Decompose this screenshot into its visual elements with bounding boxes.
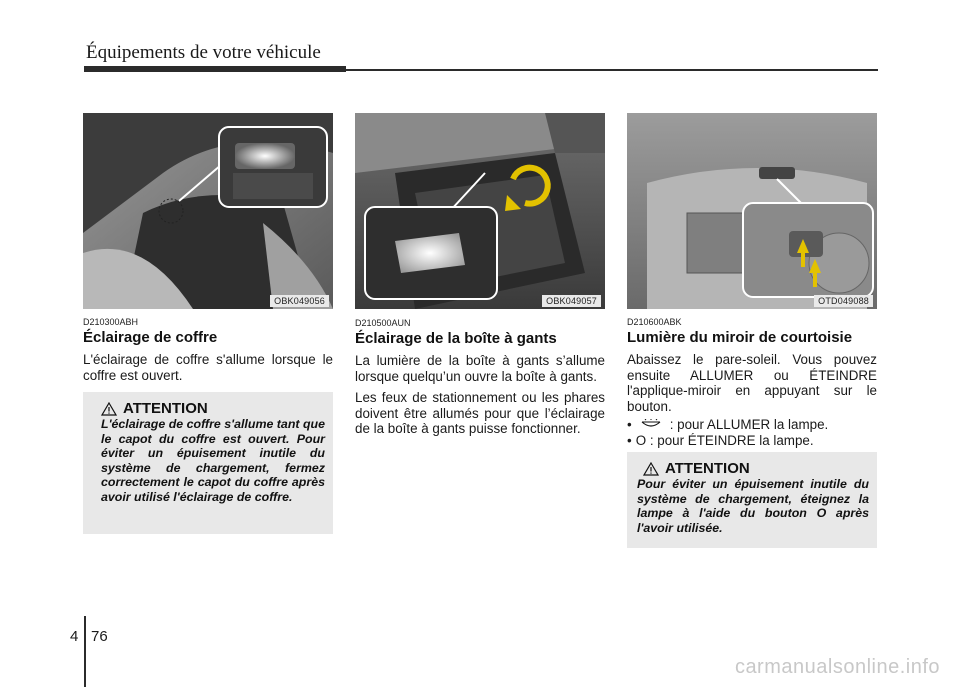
section-paragraph: Abaissez le pare-soleil. Vous pouvez ensuite ALLUMER ou ÉTEINDRE l'applique-miroir en appuyant sur le bouton. xyxy=(627,352,877,414)
bullet-marker: • xyxy=(627,433,632,448)
section-trunk-light xyxy=(83,317,333,389)
photo-code: OTD049088 xyxy=(814,295,873,307)
lamp-on-icon xyxy=(636,419,666,431)
vanity-mirror-illustration xyxy=(627,113,877,309)
bullet-off xyxy=(627,433,877,449)
section-ref-code: D210500AUN xyxy=(355,318,411,328)
chapter-number: 4 xyxy=(70,628,79,645)
caution-text: Pour éviter un épuisement inutile du système de chargement, éteignez la lampe à l'aide du bouton O après l'avoir utilisée. xyxy=(637,477,869,535)
trunk-illustration xyxy=(83,113,333,309)
caution-box-vanity xyxy=(627,452,877,548)
caution-title: ATTENTION xyxy=(665,460,750,477)
photo-code: OBK049057 xyxy=(542,295,601,307)
glovebox-light-photo xyxy=(355,113,605,309)
section-title: Lumière du miroir de courtoisie xyxy=(627,329,853,346)
section-paragraph: Les feux de stationnement ou les phares doivent être allumés pour que l’éclairage de la boîte à gants puisse fonctionner. xyxy=(355,390,605,436)
caution-text: L'éclairage de coffre s'allume tant que le capot du coffre est ouvert. Pour éviter un épuisement inutile du système de chargement, fermez correctement le capot du coffre après avoir utilisé l'éclairage de coffre. xyxy=(101,417,325,504)
caution-title: ATTENTION xyxy=(123,400,208,417)
warning-triangle-icon xyxy=(643,462,659,476)
bullet-marker: • xyxy=(627,417,632,432)
section-glovebox-light xyxy=(355,318,605,443)
caution-box-trunk xyxy=(83,392,333,534)
glovebox-illustration xyxy=(355,113,605,309)
section-title: Éclairage de coffre xyxy=(83,329,218,346)
section-paragraph: La lumière de la boîte à gants s’allume lorsque quelqu’un ouvre la boîte à gants. xyxy=(355,353,605,384)
section-title: Éclairage de la boîte à gants xyxy=(355,330,557,347)
section-ref-code: D210600ABK xyxy=(627,317,682,327)
header-rule-thin xyxy=(346,69,878,71)
section-ref-code: D210300ABH xyxy=(83,317,139,327)
page-header-title: Équipements de votre véhicule xyxy=(86,42,321,63)
trunk-light-photo xyxy=(83,113,333,309)
footer-rule xyxy=(84,616,86,687)
section-paragraph: L'éclairage de coffre s'allume lorsque le coffre est ouvert. xyxy=(83,352,333,383)
warning-triangle-icon xyxy=(101,402,117,416)
photo-code: OBK049056 xyxy=(270,295,329,307)
section-vanity-mirror-light xyxy=(627,317,877,449)
vanity-mirror-photo xyxy=(627,113,877,309)
watermark: carmanualsonline.info xyxy=(734,656,940,678)
bullet-on-text: : pour ALLUMER la lampe. xyxy=(669,417,829,432)
page-number: 76 xyxy=(91,628,108,645)
bullet-off-text: O : pour ÉTEINDRE la lampe. xyxy=(635,433,814,448)
bullet-on xyxy=(627,417,877,433)
header-rule-thick xyxy=(84,66,346,72)
